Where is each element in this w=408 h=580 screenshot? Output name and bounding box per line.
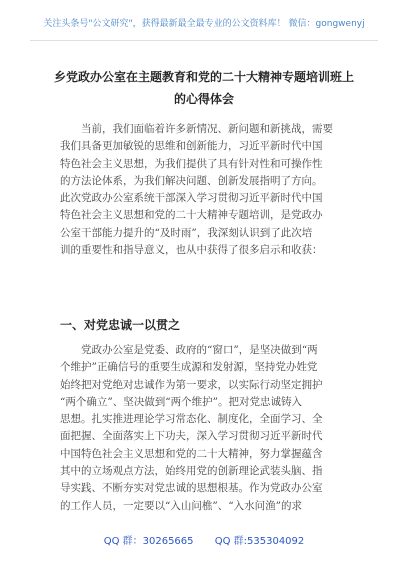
- paragraph-line: 特色社会主义思想，为我们提供了具有针对性和可操作性: [60, 157, 323, 170]
- paragraph-line: 此次党政办公室系统干部深入学习贯彻习近平新时代中国: [60, 192, 323, 205]
- page-header: 关注头条号"公文研究"，获得最新最全最专业的公文资料库！ 微信：gongwenyj: [43, 19, 365, 29]
- qq-group-2: QQ 群:535304092: [214, 536, 305, 547]
- paragraph-line: 中国特色社会主义思想和党的二十大精神，努力掌握蕴含: [60, 447, 323, 460]
- paragraph-line: 的工作人员，一定要以“入山问樵”、“入水问渔”的求: [60, 499, 302, 512]
- paragraph-line: 面把握、全面落实上下功夫，深入学习贯彻习近平新时代: [60, 430, 323, 443]
- paragraph-line: 始终把对党绝对忠诚作为第一要求，以实际行动坚定拥护: [60, 378, 323, 391]
- title-line-2: 的心得体会: [173, 92, 234, 106]
- paragraph-line: 的方法论体系，为我们解决问题、创新发展指明了方向。: [60, 174, 323, 187]
- qq-group-1: QQ 群：30265665: [103, 536, 194, 547]
- paragraph-line: 当前，我们面临着许多新情况、新问题和新挑战，需要: [81, 123, 333, 135]
- intro-paragraph: [60, 121, 360, 259]
- paragraph-line: 训的重要性和指导意义，也从中获得了很多启示和收获：: [60, 244, 323, 257]
- section-paragraph: [60, 342, 360, 515]
- paragraph-line: 个维护”正确信号的重要生成源和发射源，坚持党办姓党: [60, 361, 318, 374]
- paragraph-line: “两个确立”、坚决做到“两个维护”。把对党忠诚铸入: [60, 395, 302, 408]
- title-line-1: 乡党政办公室在主题教育和党的二十大精神专题培训班上: [53, 70, 354, 84]
- document-title: [40, 66, 368, 110]
- section-heading: 一、对党忠诚一以贯之: [60, 318, 181, 332]
- paragraph-line: 其中的立场观点方法，始终用党的创新理论武装头脑、指: [60, 465, 323, 478]
- paragraph-line: 思想。扎实推进理论学习常态化、制度化，全面学习、全: [60, 413, 323, 426]
- page-footer: [0, 532, 408, 547]
- paragraph-line: 公室干部能力提升的“及时雨”，我深刻认识到了此次培: [60, 226, 313, 239]
- paragraph-line: 我们具备更加敏锐的思维和创新能力，习近平新时代中国: [60, 140, 323, 153]
- paragraph-line: 特色社会主义思想和党的二十大精神专题培训，是党政办: [60, 209, 323, 222]
- header-divider: [30, 40, 378, 41]
- paragraph-line: 导实践、不断夯实对党忠诚的思想根基。作为党政办公室: [60, 482, 323, 495]
- paragraph-line: 党政办公室是党委、政府的“窗口”，是坚决做到“两: [81, 344, 318, 356]
